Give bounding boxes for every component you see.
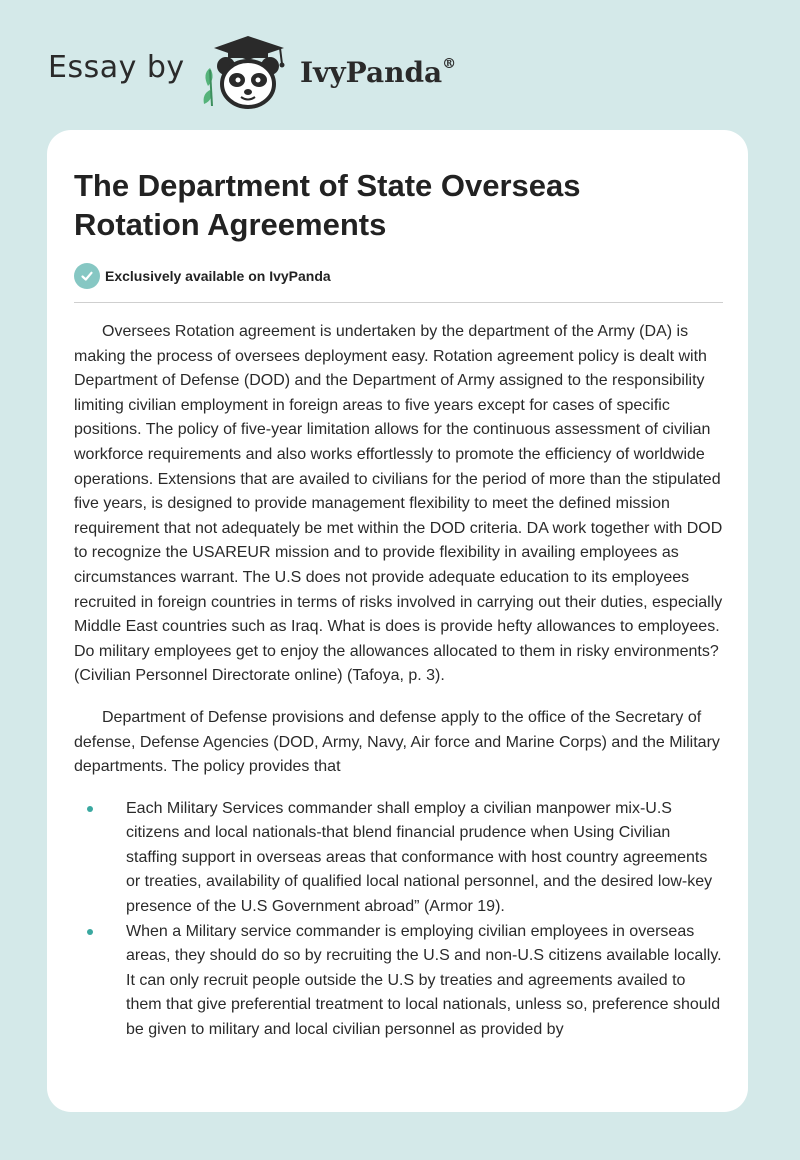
essay-body <box>74 320 724 1043</box>
exclusive-label: Exclusively available on IvyPanda <box>105 268 331 284</box>
list-item-text: When a Military service commander is employing civilian employees in overseas areas, they should do so by recruiting the U.S and non-U.S citizens available locally. It can only recruit people outside the U.S by treaties and agreements availed to them that give preferential treatment to local nationals, unless so, preference should be given to military and local civilian personnel as provided by <box>126 922 722 1039</box>
bullet-dot <box>87 929 93 935</box>
brand-name[interactable] <box>300 56 456 89</box>
divider <box>74 302 723 303</box>
bullet-list <box>74 797 724 1043</box>
essay-by-label: Essay by <box>48 50 185 85</box>
list-item <box>74 920 724 1043</box>
registered-mark: ® <box>442 55 457 72</box>
exclusive-badge <box>74 263 331 289</box>
list-item-text: Each Military Services commander shall employ a civilian manpower mix-U.S citizens and local nationals-that blend financial prudence when Using Civilian staffing support in overseas areas that conformance with host country agreements or treaties, availability of qualified local national personnel, and the desired low-key presence of the U.S Government abroad” (Armor 19). <box>126 799 713 916</box>
paragraph-2: Department of Defense provisions and defense apply to the office of the Secretary of defense, Defense Agencies (DOD, Army, Navy, Air force and Marine Corps) and the Military departments. The policy provides that <box>74 708 720 776</box>
check-circle-icon <box>74 263 100 289</box>
page-title: The Department of State Overseas Rotation Agreements <box>74 168 581 242</box>
brand-name-text: IvyPanda <box>300 56 443 89</box>
list-item <box>74 797 724 920</box>
panda-logo-icon[interactable] <box>200 34 296 110</box>
site-header <box>0 0 800 120</box>
essay-card <box>47 130 748 1112</box>
paragraph-1: Oversees Rotation agreement is undertaken by the department of the Army (DA) is making the process of oversees deployment easy. Rotation agreement policy is dealt with Department of Defense (DOD) and the Department of Army assigned to the responsibility limiting civilian employment in foreign areas to five years except for cases of specific positions. The policy of five-year limitation allows for the continuous assessment of civilian workforce requirements and also works effortlessly to promote the efficiency of worldwide operations. Extensions that are availed to civilians for the period of more than the stipulated five years, is designed to provide management flexibility to meet the defined mission requirement that not adequately be met within the DOD criteria. DA work together with DOD to recognize the USAREUR mission and to provide flexibility in availing employees as circumstances warrant. The U.S does not provide adequate education to its employees recruited in foreign countries in terms of risks involved in carrying out their duties, especially Middle East countries such as Iraq. What is does is provide hefty allowances to employees. Do military employees get to enjoy the allowances allocated to them in risky environments? (Civilian Personnel Directorate online) (Tafoya, p. 3). <box>74 323 723 685</box>
bullet-dot <box>87 806 93 812</box>
